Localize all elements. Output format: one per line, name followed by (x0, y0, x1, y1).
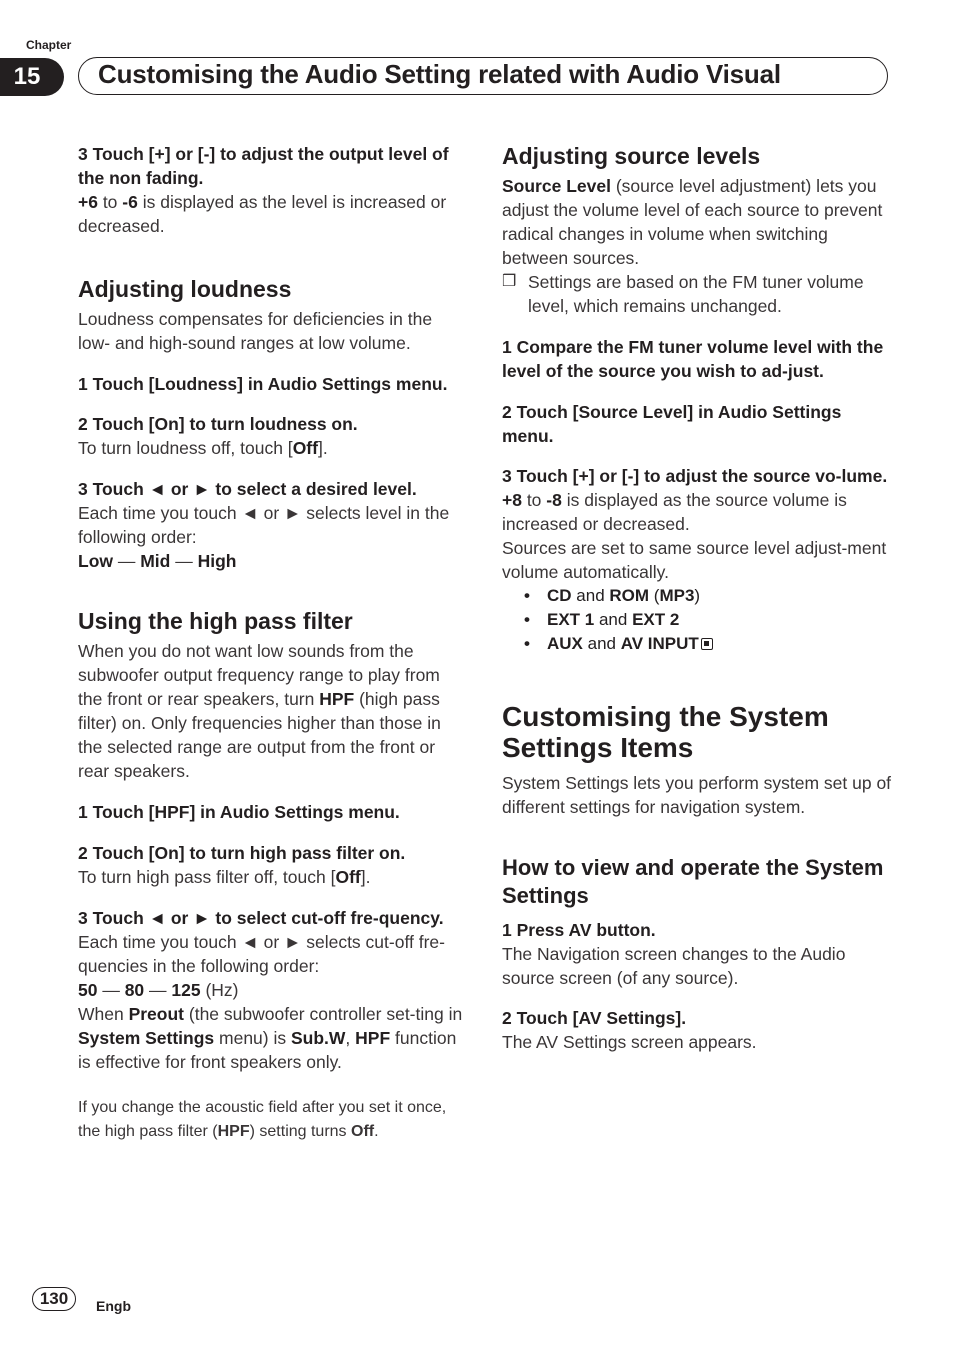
loudness-step-2: 2 Touch [On] to turn loudness on. (78, 414, 358, 434)
loudness-step-2-body: To turn loudness off, touch [Off]. (78, 438, 328, 458)
language-code: Engb (96, 1298, 131, 1314)
source-levels-check-note: ❒ Settings are based on the FM tuner volume level, which remains unchanged. (502, 272, 864, 316)
right-column (502, 142, 892, 1054)
hpf-step-1: 1 Touch [HPF] in Audio Settings menu. (78, 802, 400, 822)
list-item: • AUX and AV INPUT (502, 632, 892, 656)
hpf-step-2: 2 Touch [On] to turn high pass filter on. (78, 843, 406, 863)
hpf-step-2-body: To turn high pass filter off, touch [Off]. (78, 867, 371, 887)
loudness-step-1: 1 Touch [Loudness] in Audio Settings menu. (78, 374, 448, 394)
list-item: • EXT 1 and EXT 2 (502, 608, 892, 632)
source-step-2: 2 Touch [Source Level] in Audio Settings menu. (502, 402, 842, 446)
source-step-3-body: +8 to -8 is displayed as the source volume is increased or decreased. (502, 490, 847, 534)
fading-step-3: 3 Touch [+] or [-] to adjust the output level of the non fading. (78, 144, 449, 188)
system-step-1-body: The Navigation screen changes to the Audio source screen (of any source). (502, 944, 846, 988)
view-operate-heading: How to view and operate the System Settings (502, 855, 884, 908)
hpf-acoustic-field-note: If you change the acoustic field after you set it once, the high pass filter (HPF) setting turns Off. (78, 1099, 447, 1140)
system-step-2: 2 Touch [AV Settings]. (502, 1008, 687, 1028)
hpf-heading: Using the high pass filter (78, 608, 353, 634)
list-item: • CD and ROM (MP3) (502, 584, 892, 608)
source-levels-heading: Adjusting source levels (502, 143, 761, 169)
fading-step-3-body: +6 to -6 is displayed as the level is increased or decreased. (78, 192, 447, 236)
source-levels-intro: Source Level (source level adjustment) lets you adjust the volume level of each source to prevent radical changes in volume when switching between sources. (502, 176, 883, 268)
hpf-frequency-order: 50 — 80 — 125 (Hz) (78, 980, 239, 1000)
hpf-step-3-body: Each time you touch ◄ or ► selects cut-off fre-quencies in the following order: (78, 932, 445, 976)
system-settings-intro: System Settings lets you perform system set up of different settings for navigation system. (502, 773, 892, 817)
end-of-section-icon (701, 638, 713, 650)
system-step-2-body: The AV Settings screen appears. (502, 1032, 757, 1052)
page-number: 130 (32, 1287, 76, 1311)
source-auto-note: Sources are set to same source level adjust-ment volume automatically. (502, 538, 887, 582)
loudness-intro: Loudness compensates for deficiencies in the low- and high-sound ranges at low volume. (78, 309, 433, 353)
checkbox-note-icon: ❒ (502, 273, 517, 290)
left-column (78, 142, 468, 1144)
hpf-intro: When you do not want low sounds from the subwoofer output frequency range to play from the front or rear speakers, turn HPF (high pass filter) on. Only frequencies higher than those in the selected range are output from the front or rear speakers. (78, 641, 441, 781)
hpf-step-3: 3 Touch ◄ or ► to select cut-off fre-quency. (78, 908, 444, 928)
loudness-level-order: Low — Mid — High (78, 551, 237, 571)
system-settings-heading: Customising the System Settings Items (502, 701, 829, 763)
source-step-3: 3 Touch [+] or [-] to adjust the source vo-lume. (502, 466, 888, 486)
hpf-preout-note: When Preout (the subwoofer controller set-ting in System Settings menu) is Sub.W, HPF function is effective for front speakers only. (78, 1004, 463, 1072)
chapter-title: Customising the Audio Setting related with Audio Visual (98, 59, 781, 89)
system-step-1: 1 Press AV button. (502, 920, 656, 940)
loudness-step-3-body: Each time you touch ◄ or ► selects level in the following order: (78, 503, 450, 547)
loudness-step-3: 3 Touch ◄ or ► to select a desired level. (78, 479, 417, 499)
loudness-heading: Adjusting loudness (78, 276, 292, 302)
chapter-number-badge: 15 (0, 58, 64, 96)
source-step-1: 1 Compare the FM tuner volume level with the level of the source you wish to ad-just. (502, 337, 884, 381)
chapter-label: Chapter (26, 38, 72, 52)
